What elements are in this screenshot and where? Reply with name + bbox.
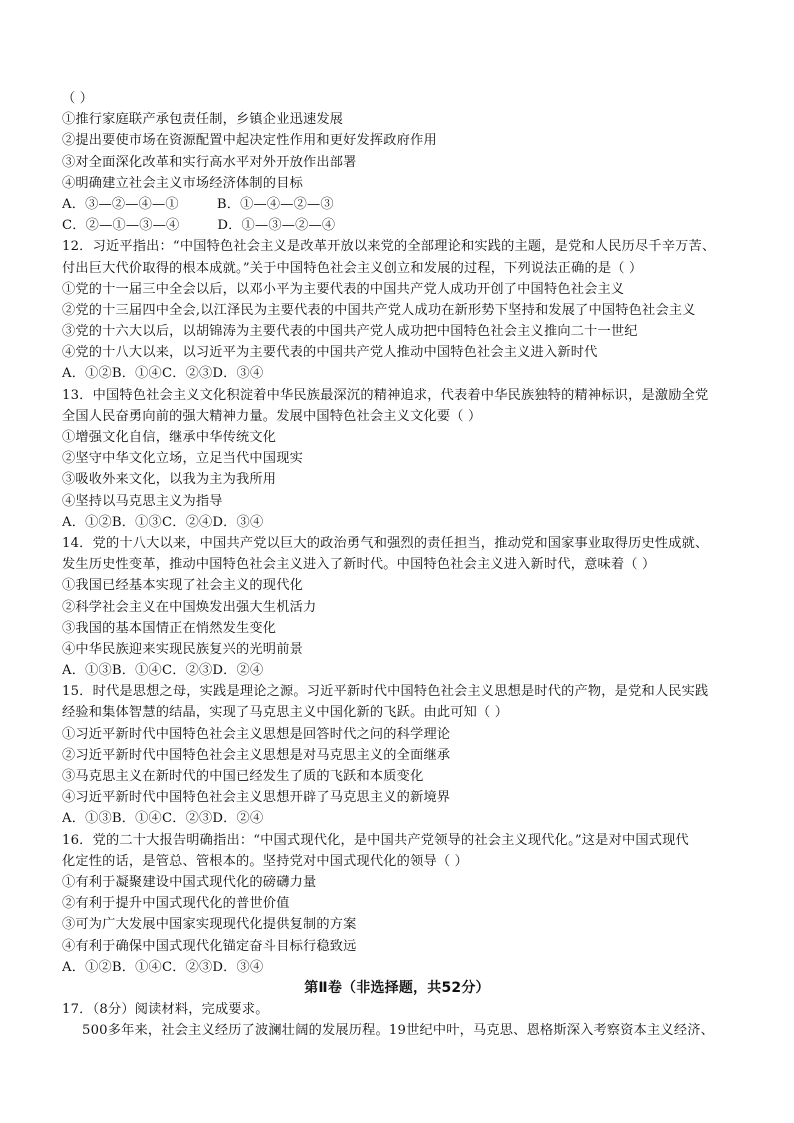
- q15-item-3: ③马克思主义在新时代的中国已经发生了质的飞跃和本质变化: [62, 769, 424, 784]
- q16-item-3: ③可为广大发展中国家实现现代化提供复制的方案: [62, 917, 357, 933]
- q11-item-1: ①推行家庭联产承包责任制，乡镇企业迅速发展: [62, 112, 344, 128]
- q16-item-4: ④有利于确保中国式现代化锚定奋斗目标行稳致远: [62, 938, 357, 954]
- q14-item-4: ④中华民族迎来实现民族复兴的光明前景: [62, 641, 303, 657]
- q15-item-2: ②习近平新时代中国特色社会主义思想是对马克思主义的全面继承: [62, 747, 451, 763]
- q16-item-2: ②有利于提升中国式现代化的普世价值: [62, 896, 290, 912]
- q13-stem-line-1: 13．中国特色社会主义文化积淀着中华民族最深沉的精神追求，代表着中华民族独特的精神标识，是激励全党: [62, 387, 709, 403]
- q11-option-a: A．③—②—④—①: [62, 196, 179, 212]
- q11-option-d: D．①—③—②—④: [217, 218, 336, 234]
- q11-options-row-1: [62, 194, 732, 215]
- q11-item-2: ②提出要使市场在资源配置中起决定性作用和更好发挥政府作用: [62, 133, 437, 149]
- q12-stem-line-2: 付出巨大代价取得的根本成就。”关于中国特色社会主义创立和发展的过程，下列说法正确的是（ ）: [62, 260, 643, 276]
- q16-item-1: ①有利于凝聚建设中国式现代化的磅礴力量: [62, 874, 317, 890]
- q14-item-2: ②科学社会主义在中国焕发出强大生机活力: [62, 599, 317, 615]
- q14-item-1: ①我国已经基本实现了社会主义的现代化: [62, 578, 303, 594]
- q12-stem-line-1: 12．习近平指出：“中国特色社会主义是改革开放以来党的全部理论和实践的主题，是党和人民历尽千辛万苦、: [62, 239, 716, 255]
- exam-page: [62, 88, 732, 1041]
- q16-options: A．①②B．①④C．②③D．③④: [62, 959, 264, 975]
- q12-item-4: ④党的十八大以来，以习近平为主要代表的中国共产党人推动中国特色社会主义进入新时代: [62, 345, 598, 361]
- q16-stem-line-1: 16．党的二十大报告明确指出：“中国式现代化，是中国共产党领导的社会主义现代化。”这是对中国式现代: [62, 832, 689, 848]
- q16-stem-line-2: 化定性的话，是管总、管根本的。坚持党对中国式现代化的领导（ ）: [62, 853, 469, 869]
- q13-item-2: ②坚守中华文化立场，立足当代中国现实: [62, 451, 303, 467]
- q11-answer-paren: （ ）: [62, 91, 94, 106]
- q12-item-3: ③党的十六大以后，以胡锦涛为主要代表的中国共产党人成功把中国特色社会主义推向二十一世纪: [62, 324, 638, 340]
- q11-options-row-2: [62, 215, 732, 236]
- q14-stem-line-1: 14．党的十八大以来，中国共产党以巨大的政治勇气和强烈的责任担当，推动党和国家事业取得历史性成就、: [62, 535, 709, 551]
- q17-stem: 17．（8分）阅读材料，完成要求。: [62, 1002, 269, 1018]
- q13-stem-line-2: 全国人民奋勇向前的强大精神力量。发展中国特色社会主义文化要（ ）: [62, 408, 482, 424]
- q12-options: A．①②B．①④C．②③D．③④: [62, 366, 264, 382]
- q13-options: A．①②B．①③C．②④D．③④: [62, 514, 264, 530]
- q15-item-4: ④习近平新时代中国特色社会主义思想开辟了马克思主义的新境界: [62, 790, 451, 806]
- q14-stem-line-2: 发生历史性变革，推动中国特色社会主义进入了新时代。中国特色社会主义进入新时代，意味着（ ）: [62, 557, 656, 573]
- q15-options: A．①③B．①④C．②③D．②④: [62, 811, 264, 827]
- q15-stem-line-1: 15．时代是思想之母，实践是理论之源。习近平新时代中国特色社会主义思想是时代的产物，是党和人民实践: [62, 684, 709, 700]
- q11-item-4: ④明确建立社会主义市场经济体制的目标: [62, 175, 303, 191]
- q11-option-b: B．①—④—②—③: [216, 196, 334, 212]
- q14-item-3: ③我国的基本国情正在悄然发生变化: [62, 620, 277, 636]
- q13-item-3: ③吸收外来文化，以我为主为我所用: [62, 472, 277, 488]
- q11-item-3: ③对全面深化改革和实行高水平对外开放作出部署: [62, 154, 357, 170]
- q15-stem-line-2: 经验和集体智慧的结晶，实现了马克思主义中国化新的飞跃。由此可知（ ）: [62, 705, 509, 721]
- q11-option-c: C．②—①—③—④: [62, 218, 180, 234]
- q17-material: 500多年来，社会主义经历了波澜壮阔的发展历程。19世纪中叶，马克思、恩格斯深入考察资本主义经济、: [82, 1023, 714, 1039]
- q15-item-1: ①习近平新时代中国特色社会主义思想是回答时代之问的科学理论: [62, 726, 451, 742]
- q14-options: A．①③B．①④C．②③D．②④: [62, 663, 264, 679]
- q13-item-1: ①增强文化自信，继承中华传统文化: [62, 430, 277, 445]
- q13-item-4: ④坚持以马克思主义为指导: [62, 493, 223, 509]
- q12-item-2: ②党的十三届四中全会,以江泽民为主要代表的中国共产党人成功在新形势下坚持和发展了中国特色社会主义: [62, 302, 696, 318]
- q12-item-1: ①党的十一届三中全会以后，以邓小平为主要代表的中国共产党人成功开创了中国特色社会主义: [62, 281, 625, 297]
- section-2-title: 第Ⅱ卷（非选择题，共52分）: [304, 979, 490, 996]
